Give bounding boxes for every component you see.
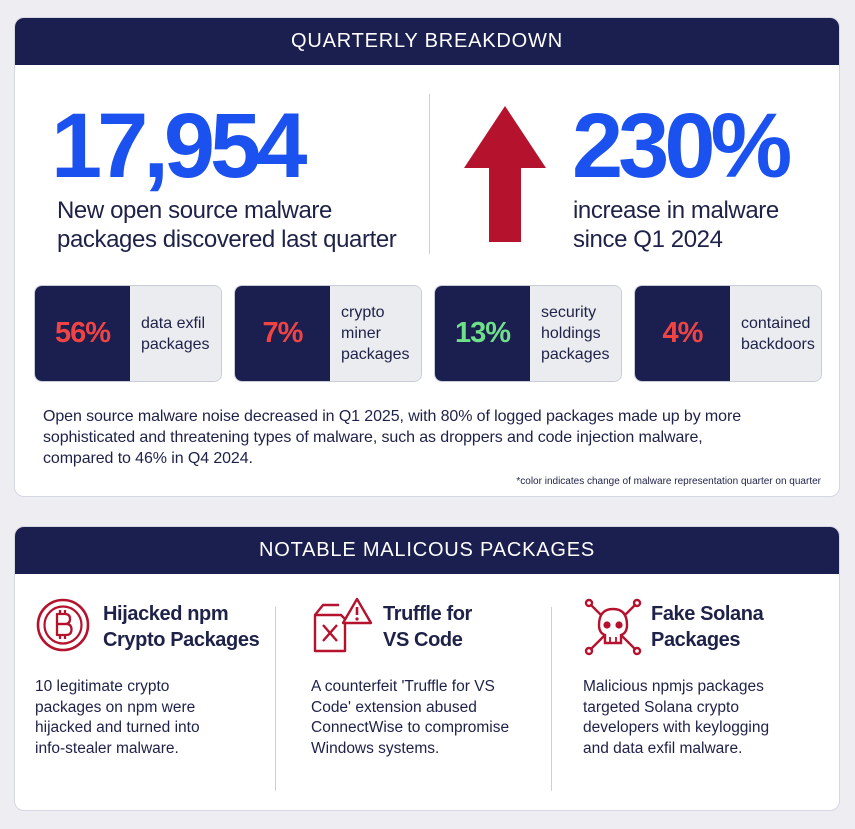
package-desc [311, 677, 551, 759]
summary-line: sophisticated and threatening types of malware, such as droppers and code injection malware, [43, 429, 703, 446]
stat-label [330, 286, 421, 381]
new-packages-desc-line1: New open source malware [57, 197, 332, 224]
package-title-line: Hijacked npm [103, 603, 229, 625]
stat-label-line: data exfil [141, 314, 206, 332]
stat-label-line: packages [141, 335, 210, 353]
stat-label [130, 286, 221, 381]
package-desc-line: packages on npm were [35, 698, 196, 716]
stat-label [530, 286, 621, 381]
package-title [103, 601, 259, 653]
package-title [383, 601, 472, 653]
stat-label-line: packages [541, 346, 610, 363]
package-title-line: Fake Solana [651, 603, 764, 625]
stat-label-line: backdoors [741, 335, 815, 353]
up-arrow-icon [464, 106, 546, 242]
summary-line: compared to 46% in Q4 2024. [43, 450, 253, 467]
package-title-line: VS Code [383, 629, 463, 651]
package-desc-line: ConnectWise to compromise [311, 719, 510, 736]
stat-label-line: security [541, 304, 597, 321]
package-title-line: Packages [651, 629, 741, 651]
skull-crossbones-icon [583, 597, 643, 657]
package-title-line: Truffle for [383, 603, 472, 625]
increase-desc [573, 196, 779, 254]
new-packages-desc [57, 196, 396, 254]
package-desc-line: hijacked and turned into [35, 719, 200, 736]
stat-security-holdings [434, 285, 622, 382]
stat-percent: 56% [35, 286, 130, 381]
increase-percent: 230% [572, 95, 788, 197]
notable-packages-card [14, 526, 840, 811]
stat-percent: 13% [435, 286, 530, 381]
divider [551, 607, 552, 791]
increase-desc-line1: increase in malware [573, 197, 779, 224]
color-footnote: *color indicates change of malware representation quarter on quarter [516, 476, 821, 487]
stat-label-line: miner [341, 325, 382, 342]
increase-desc-line2: since Q1 2024 [573, 226, 723, 253]
package-desc [583, 677, 823, 759]
package-desc-line: Code' extension abused [311, 698, 477, 716]
package-desc-line: developers with keylogging [583, 719, 770, 736]
package-desc-line: A counterfeit 'Truffle for VS [311, 678, 495, 695]
divider [275, 607, 276, 791]
stat-crypto-miner [234, 285, 422, 382]
package-desc-line: Windows systems. [311, 739, 440, 757]
summary-line: Open source malware noise decreased in Q1 2025, with 80% of logged packages made up by more [43, 408, 741, 425]
stat-label [730, 286, 821, 381]
summary-paragraph [43, 406, 813, 469]
package-desc-line: info-stealer malware. [35, 739, 179, 757]
stat-percent: 4% [635, 286, 730, 381]
package-desc [35, 677, 275, 759]
stat-percent: 7% [235, 286, 330, 381]
new-packages-count: 17,954 [51, 95, 303, 197]
divider [429, 94, 430, 254]
stat-data-exfil [34, 285, 222, 382]
package-desc-line: Malicious npmjs packages [583, 678, 764, 695]
package-desc-line: targeted Solana crypto [583, 698, 739, 716]
quarterly-header: QUARTERLY BREAKDOWN [15, 18, 839, 65]
quarterly-breakdown-card [14, 17, 840, 497]
bitcoin-icon [35, 597, 91, 653]
notable-header: NOTABLE MALICOUS PACKAGES [15, 527, 839, 574]
new-packages-desc-line2: packages discovered last quarter [57, 226, 397, 253]
package-desc-line: and data exfil malware. [583, 739, 743, 757]
package-title [651, 601, 763, 653]
stat-label-line: holdings [541, 325, 601, 342]
package-title-line: Crypto Packages [103, 629, 260, 651]
warning-box-icon [311, 597, 373, 657]
stat-label-line: crypto [341, 304, 385, 321]
stat-label-line: contained [741, 314, 811, 332]
package-desc-line: 10 legitimate crypto [35, 678, 170, 695]
stat-backdoors [634, 285, 822, 382]
stat-label-line: packages [341, 346, 410, 363]
